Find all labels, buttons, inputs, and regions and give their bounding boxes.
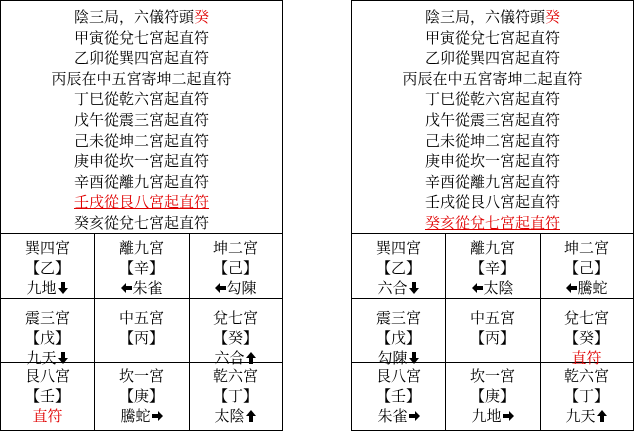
palace-name: 兌七宮 [563, 309, 609, 327]
palace-stem: 【癸】 [212, 329, 258, 347]
palace-name: 中五宮 [469, 309, 515, 327]
palace-stem: 【己】 [212, 259, 258, 277]
palace-cell [540, 362, 633, 430]
palace-cell [189, 362, 282, 430]
palace-name: 乾六宮 [563, 367, 609, 385]
palace-cell [352, 362, 445, 430]
header-line-text: 癸亥從兌七宮起直符 [73, 213, 209, 232]
palace-star: 九地 [471, 407, 502, 425]
palace-star: 騰蛇 [577, 279, 608, 297]
palace-cell [94, 362, 189, 430]
palace-name: 兌七宮 [212, 309, 258, 327]
arrow-left-icon [565, 280, 577, 294]
header-suffix: 癸 [545, 8, 561, 26]
right-chart-panel [351, 0, 634, 431]
palace-stem: 【乙】 [375, 259, 421, 277]
header-line [1, 69, 282, 90]
header-line [1, 172, 282, 193]
header-line-text: 壬戌從艮八宮起直符 [424, 193, 560, 212]
header-line-text: 丁巳從乾六宮起直符 [73, 90, 209, 109]
arrow-down-icon [57, 280, 69, 294]
palace-name: 巽四宮 [24, 239, 70, 257]
palace-stem: 【庚】 [469, 387, 515, 405]
palace-cell [352, 298, 445, 367]
palace-star: 九天 [565, 407, 596, 425]
palace-stem: 【己】 [563, 259, 609, 277]
palace-stem: 【乙】 [24, 259, 70, 277]
palace-star-line [445, 278, 540, 298]
arrow-right-icon [151, 408, 163, 422]
palace-stem: 【癸】 [563, 329, 609, 347]
header-line [352, 89, 633, 110]
palace-name: 巽四宮 [375, 239, 421, 257]
header-line-text: 庚申從坎一宮起直符 [73, 152, 209, 171]
arrow-left-icon [120, 280, 132, 294]
header-line [352, 110, 633, 131]
header-line-text: 戊午從震三宮起直符 [73, 110, 209, 129]
palace-name: 坎一宮 [469, 367, 515, 385]
header-line [352, 192, 633, 213]
palace-name: 坤二宮 [212, 239, 258, 257]
header-line [1, 192, 282, 213]
palace-cell [189, 234, 282, 298]
header-line-text: 戊午從震三宮起直符 [424, 110, 560, 129]
header-line [352, 48, 633, 69]
header-line [352, 213, 633, 234]
header-line-text: 丁巳從乾六宮起直符 [424, 90, 560, 109]
palace-stem: 【壬】 [24, 387, 70, 405]
palace-cell [352, 234, 445, 298]
palace-star-line [540, 278, 633, 298]
header-line-text: 丙辰在中五宮寄坤二起直符 [402, 69, 583, 88]
palace-stem: 【戊】 [24, 329, 70, 347]
palace-cell [1, 362, 94, 430]
arrow-down-icon [408, 280, 420, 294]
header-line [352, 172, 633, 193]
arrow-left-icon [471, 280, 483, 294]
palace-star-line [540, 406, 633, 426]
palace-star-line [352, 278, 445, 298]
header-line-text: 庚申從坎一宮起直符 [424, 152, 560, 171]
header-line-text: 丙辰在中五宮寄坤二起直符 [51, 69, 232, 88]
palace-stem: 【丁】 [212, 387, 258, 405]
header-line-text: 辛酉從離九宮起直符 [424, 172, 560, 191]
palace-name: 離九宮 [118, 239, 164, 257]
header-line-text: 乙卯從巽四宮起直符 [73, 49, 209, 68]
palace-star: 直符 [32, 407, 63, 425]
header-line [1, 89, 282, 110]
header-line-text: 己未從坤二宮起直符 [424, 131, 560, 150]
palace-star: 朱雀 [132, 279, 163, 297]
palace-stem: 【辛】 [118, 259, 164, 277]
palace-grid [352, 234, 633, 430]
palace-star: 直符 [571, 349, 602, 367]
header-text-block [1, 1, 282, 234]
palace-cell [540, 234, 633, 298]
palace-star: 九地 [26, 279, 57, 297]
palace-star-line [1, 406, 94, 426]
palace-star: 太陰 [483, 279, 514, 297]
palace-name: 坎一宮 [118, 367, 164, 385]
header-text-block [352, 1, 633, 234]
palace-name: 震三宮 [24, 309, 70, 327]
palace-name: 震三宮 [375, 309, 421, 327]
arrow-up-icon [596, 408, 608, 422]
palace-star: 六合 [214, 349, 245, 367]
header-line-text: 癸亥從兌七宮起直符 [424, 213, 560, 232]
palace-cell [445, 362, 540, 430]
palace-star: 六合 [377, 279, 408, 297]
header-suffix: 癸 [194, 8, 210, 26]
palace-star-line [189, 406, 282, 426]
palace-name: 中五宮 [118, 309, 164, 327]
palace-stem: 【辛】 [469, 259, 515, 277]
palace-name: 離九宮 [469, 239, 515, 257]
palace-star: 朱雀 [377, 407, 408, 425]
header-line [1, 110, 282, 131]
header-line [1, 131, 282, 152]
header-line-text: 陰三局，六儀符頭 [424, 8, 545, 26]
palace-stem: 【戊】 [375, 329, 421, 347]
palace-name: 乾六宮 [212, 367, 258, 385]
header-line [1, 213, 282, 234]
palace-star: 勾陳 [377, 349, 408, 367]
palace-name: 艮八宮 [375, 367, 421, 385]
header-line [352, 151, 633, 172]
left-chart-panel [0, 0, 283, 431]
header-title [1, 7, 282, 28]
header-line-text: 甲寅從兌七宮起直符 [73, 28, 209, 47]
palace-star-line [94, 406, 189, 426]
header-line-text: 乙卯從巽四宮起直符 [424, 49, 560, 68]
header-line-text: 甲寅從兌七宮起直符 [424, 28, 560, 47]
palace-grid [1, 234, 282, 430]
palace-stem: 【丙】 [118, 329, 164, 347]
header-line [352, 28, 633, 49]
palace-star-line [189, 278, 282, 298]
palace-stem: 【庚】 [118, 387, 164, 405]
palace-cell [445, 234, 540, 298]
palace-cell [1, 298, 94, 367]
header-line-text: 陰三局，六儀符頭 [73, 8, 194, 26]
palace-star: 騰蛇 [120, 407, 151, 425]
header-line-text: 己未從坤二宮起直符 [73, 131, 209, 150]
palace-star: 九天 [26, 349, 57, 367]
palace-cell [94, 298, 189, 362]
palace-star-line [94, 278, 189, 298]
palace-cell [189, 298, 282, 367]
arrow-right-icon [408, 408, 420, 422]
header-line-text: 壬戌從艮八宮起直符 [73, 193, 209, 212]
palace-stem: 【丙】 [469, 329, 515, 347]
arrow-up-icon [245, 408, 257, 422]
header-title [352, 7, 633, 28]
header-line [1, 28, 282, 49]
arrow-right-icon [502, 408, 514, 422]
palace-name: 艮八宮 [24, 367, 70, 385]
palace-star: 勾陳 [226, 279, 257, 297]
palace-cell [445, 298, 540, 362]
header-line [1, 151, 282, 172]
palace-star-line [1, 278, 94, 298]
arrow-left-icon [214, 280, 226, 294]
palace-stem: 【壬】 [375, 387, 421, 405]
header-line [352, 69, 633, 90]
palace-cell [540, 298, 633, 367]
palace-star-line [445, 406, 540, 426]
palace-stem: 【丁】 [563, 387, 609, 405]
palace-name: 坤二宮 [563, 239, 609, 257]
palace-cell [94, 234, 189, 298]
palace-star: 太陰 [214, 407, 245, 425]
palace-star-line [352, 406, 445, 426]
header-line [352, 131, 633, 152]
palace-cell [1, 234, 94, 298]
header-line [1, 48, 282, 69]
header-line-text: 辛酉從離九宮起直符 [73, 172, 209, 191]
